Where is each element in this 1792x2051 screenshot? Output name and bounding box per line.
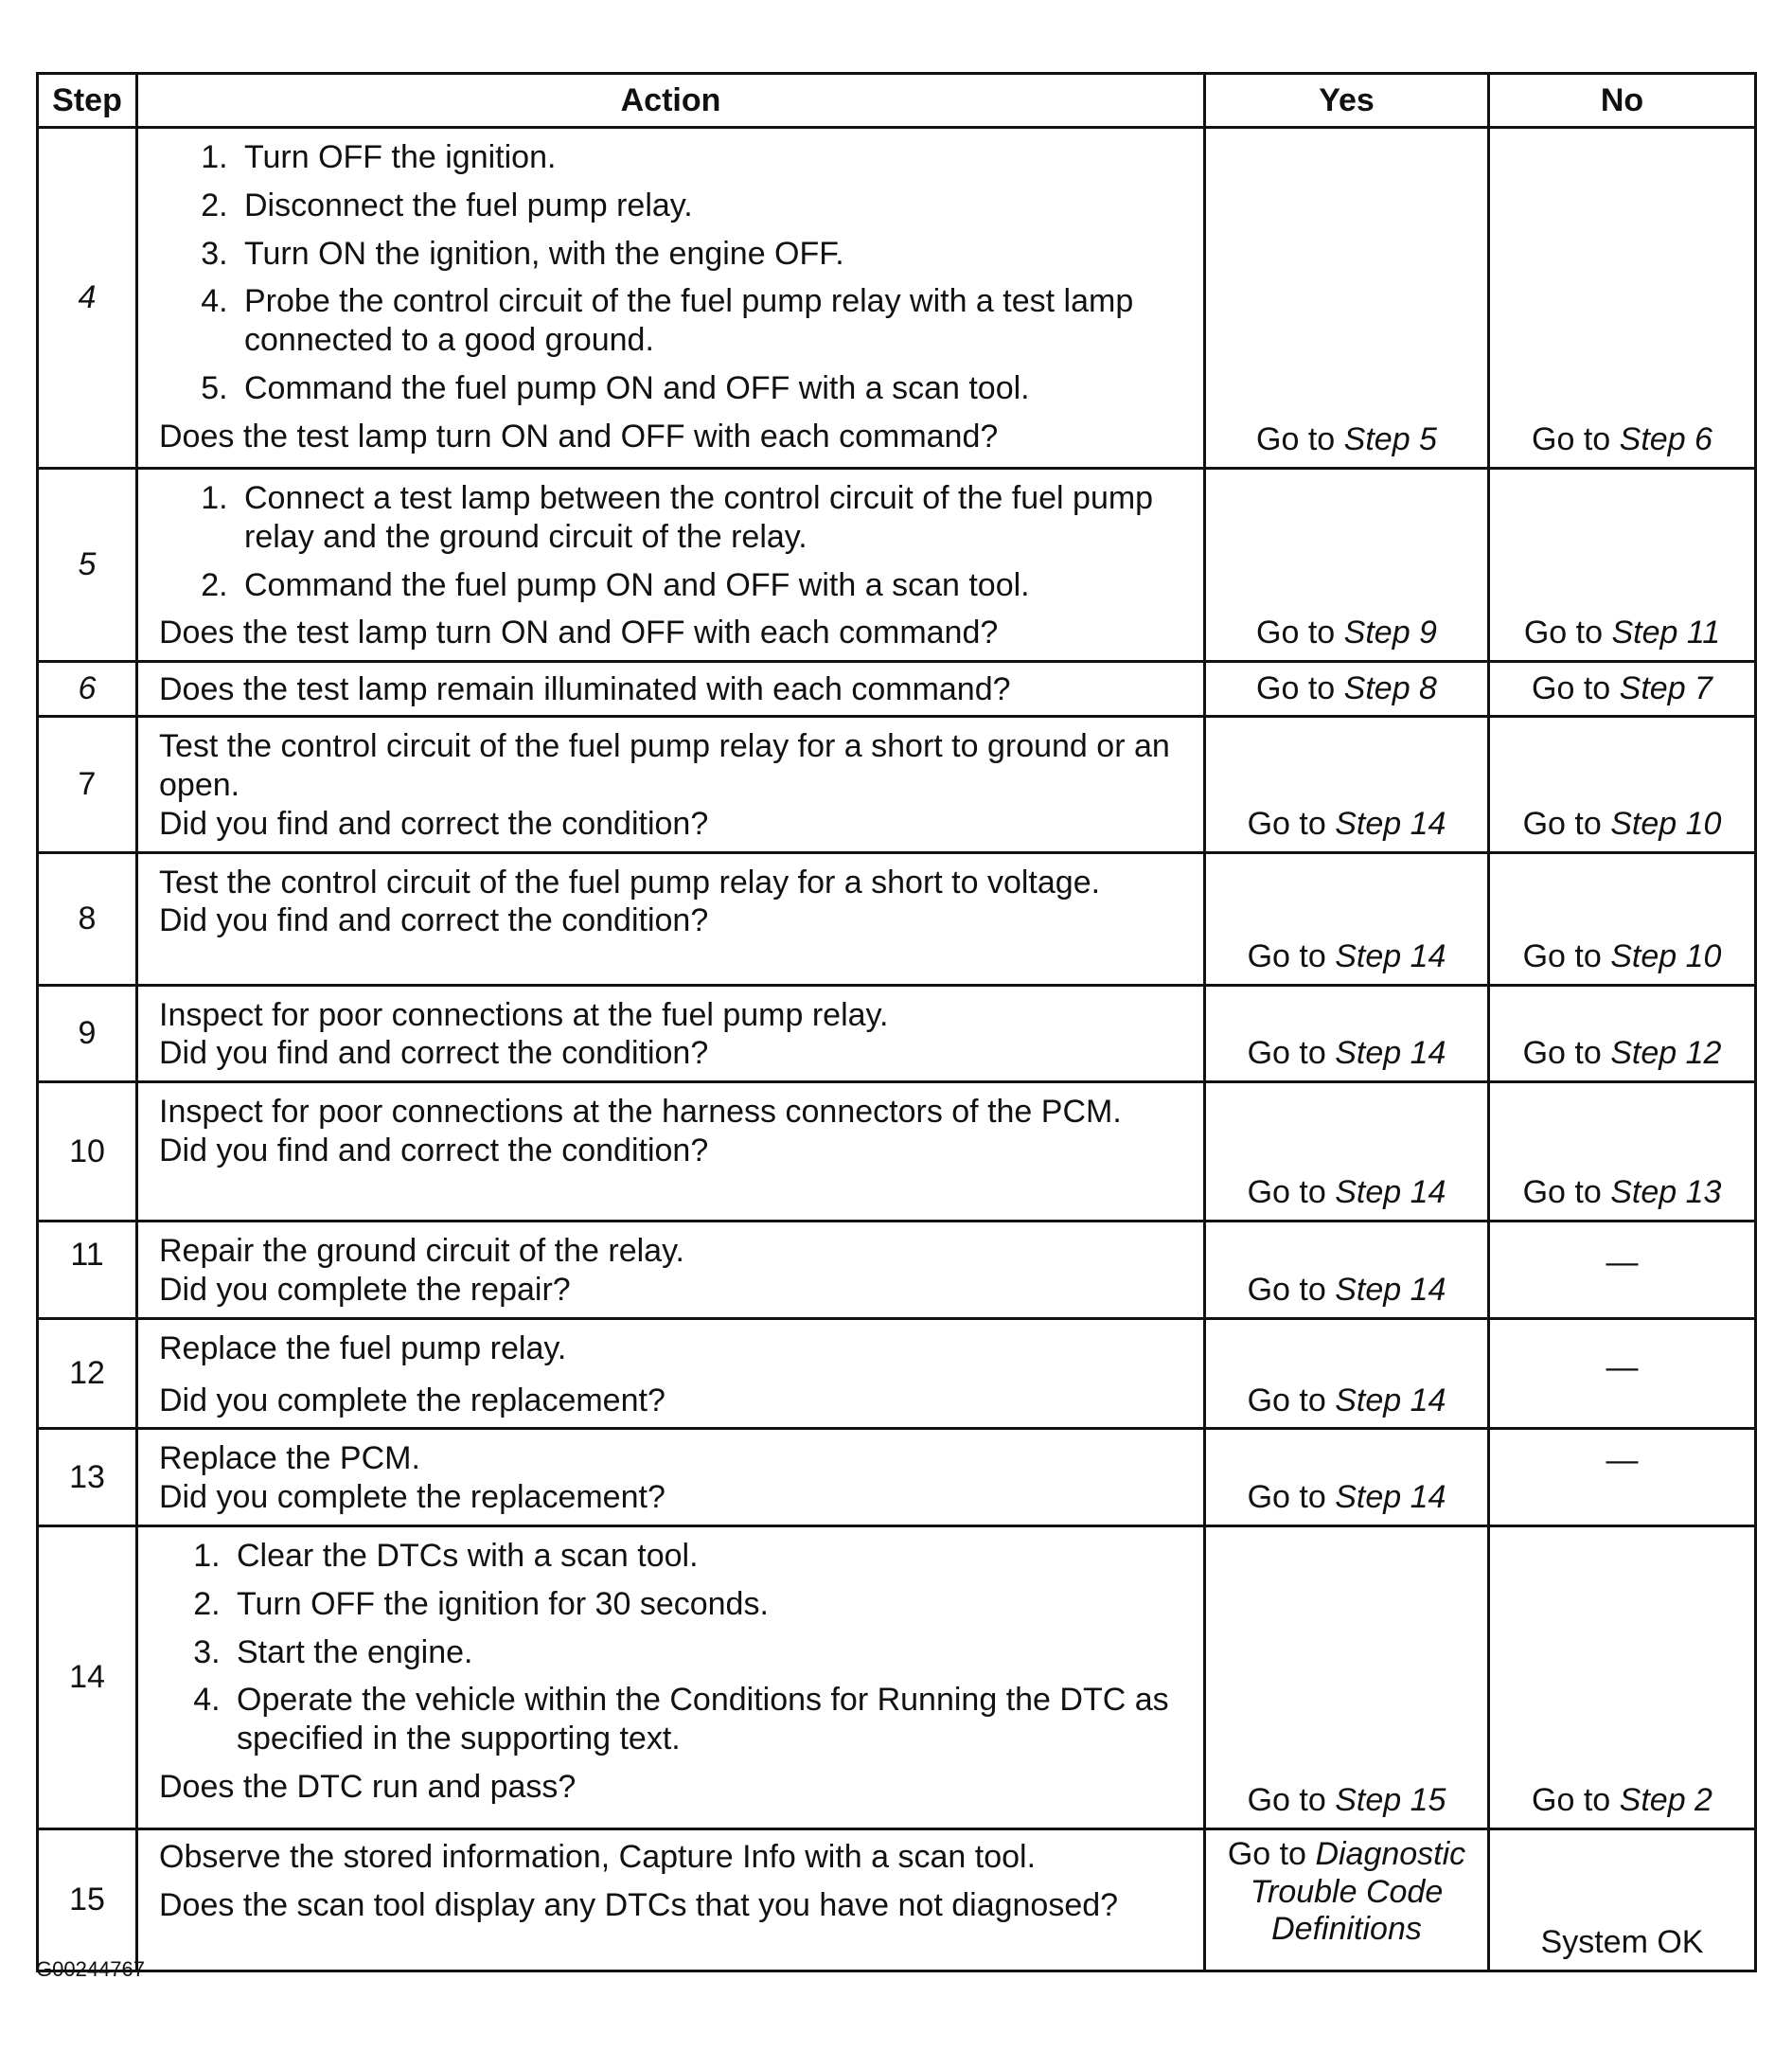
action-text: Observe the stored information, Capture Info with a scan tool. [159,1838,1037,1875]
action-question: Did you find and correct the condition? [159,805,709,842]
yes-cell [1205,717,1489,852]
yes-step-link[interactable]: Step 14 [1335,1271,1446,1308]
step-number: 8 [38,852,137,985]
yes-cell [1205,1222,1489,1319]
no-step-link[interactable]: Step 7 [1619,670,1712,707]
no-prefix: Go to [1532,1782,1611,1819]
table-row [38,1082,1756,1222]
action-question: Does the test lamp remain illuminated with each command? [159,671,1011,708]
table-row [38,1525,1756,1828]
action-question: Did you find and correct the condition? [159,902,709,939]
step-number: 12 [38,1318,137,1429]
action-cell [137,1828,1205,1971]
yes-cell [1205,852,1489,985]
action-cell [137,1525,1205,1828]
no-prefix: Go to [1522,805,1602,842]
yes-step-link[interactable]: Step 14 [1335,1035,1446,1072]
action-question: Did you complete the repair? [159,1271,571,1308]
action-cell [137,469,1205,662]
yes-prefix: Go to [1247,1035,1326,1072]
no-prefix: Go to [1522,937,1602,974]
no-dash: — [1606,1244,1639,1281]
action-cell [137,662,1205,717]
no-result: System OK [1540,1924,1704,1961]
action-cell [137,1082,1205,1222]
step-number: 14 [38,1525,137,1828]
yes-prefix: Go to [1256,670,1336,707]
list-item: 2. Command the fuel pump ON and OFF with a scan tool. [237,566,1190,605]
list-item: 3. Start the engine. [229,1633,1190,1672]
table-row [38,469,1756,662]
table-row [38,1828,1756,1971]
no-prefix: Go to [1522,1035,1602,1072]
action-steps-list [159,138,1190,408]
yes-prefix: Go to [1227,1835,1306,1872]
list-item: 1. Connect a test lamp between the control circuit of the fuel pump relay and the ground circuit of the relay. [237,479,1190,557]
action-question: Does the DTC run and pass? [159,1768,577,1805]
list-item: 1. Turn OFF the ignition. [237,138,1190,177]
step-number: 7 [38,717,137,852]
action-text: Replace the fuel pump relay. [159,1329,567,1366]
yes-step-link[interactable]: Step 14 [1335,937,1446,974]
yes-cell [1205,128,1489,469]
list-item: 4. Probe the control circuit of the fuel pump relay with a test lamp connected to a good ground. [237,282,1190,360]
yes-prefix: Go to [1247,1174,1326,1211]
action-cell [137,717,1205,852]
action-question: Does the test lamp turn ON and OFF with each command? [159,615,999,651]
no-cell [1489,1828,1756,1971]
header-step: Step [38,74,137,128]
step-number: 11 [38,1222,137,1319]
figure-id: G00244767 [36,1957,145,1981]
yes-prefix: Go to [1247,937,1326,974]
no-step-link[interactable]: Step 6 [1619,421,1712,458]
yes-cell [1205,469,1489,662]
header-yes: Yes [1205,74,1489,128]
no-dash: — [1606,1348,1639,1385]
no-cell [1489,852,1756,985]
action-question: Does the scan tool display any DTCs that you have not diagnosed? [159,1887,1119,1924]
yes-cell [1205,1828,1489,1971]
no-step-link[interactable]: Step 10 [1610,937,1722,974]
action-question: Did you complete the replacement? [159,1382,665,1418]
yes-step-link[interactable]: Step 8 [1343,670,1437,707]
header-action: Action [137,74,1205,128]
yes-step-link[interactable]: Step 14 [1335,1479,1446,1516]
no-step-link[interactable]: Step 11 [1611,615,1721,651]
yes-prefix: Go to [1256,615,1336,651]
action-cell [137,1318,1205,1429]
action-question: Does the test lamp turn ON and OFF with each command? [159,418,999,455]
action-cell [137,852,1205,985]
yes-step-link[interactable]: Step 14 [1335,1382,1446,1418]
action-cell [137,1429,1205,1526]
yes-step-link[interactable]: Step 9 [1343,615,1437,651]
header-no: No [1489,74,1756,128]
action-question: Did you find and correct the condition? [159,1035,709,1072]
no-dash: — [1606,1442,1639,1479]
action-question: Did you complete the replacement? [159,1479,665,1516]
yes-step-link[interactable]: Step 15 [1335,1782,1446,1819]
yes-prefix: Go to [1247,1271,1326,1308]
no-step-link[interactable]: Step 10 [1610,805,1722,842]
action-text: Inspect for poor connections at the fuel pump relay. [159,996,889,1033]
action-cell [137,985,1205,1082]
yes-cell [1205,662,1489,717]
table-row [38,717,1756,852]
action-steps-list [159,479,1190,604]
no-cell [1489,717,1756,852]
table-row [38,1318,1756,1429]
no-cell [1489,985,1756,1082]
action-text: Repair the ground circuit of the relay. [159,1233,684,1270]
table-row [38,662,1756,717]
action-text: Replace the PCM. [159,1440,420,1477]
step-number: 9 [38,985,137,1082]
table-row [38,1222,1756,1319]
yes-prefix: Go to [1247,1382,1326,1418]
list-item: 3. Turn ON the ignition, with the engine OFF. [237,235,1190,274]
yes-step-link[interactable]: Step 5 [1343,421,1437,458]
no-cell [1489,1222,1756,1319]
step-number: 15 [38,1828,137,1971]
yes-prefix: Go to [1247,1782,1326,1819]
yes-step-link[interactable]: Diagnostic Trouble Code Definitions [1250,1835,1466,1948]
no-prefix: Go to [1532,670,1611,707]
diagnostic-procedure-table [36,72,1757,1972]
table-header-row [38,74,1756,128]
no-cell [1489,1429,1756,1526]
list-item: 1. Clear the DTCs with a scan tool. [229,1537,1190,1576]
step-number: 10 [38,1082,137,1222]
no-step-link[interactable]: Step 12 [1610,1035,1722,1072]
list-item: 5. Command the fuel pump ON and OFF with a scan tool. [237,369,1190,408]
no-step-link[interactable]: Step 13 [1610,1174,1722,1211]
table-row [38,1429,1756,1526]
no-step-link[interactable]: Step 2 [1619,1782,1712,1819]
list-item: 2. Disconnect the fuel pump relay. [237,187,1190,225]
action-steps-list [159,1537,1190,1758]
step-number: 6 [38,662,137,717]
no-cell [1489,128,1756,469]
action-text: Test the control circuit of the fuel pump relay for a short to voltage. [159,864,1101,901]
no-cell [1489,662,1756,717]
no-prefix: Go to [1522,1174,1602,1211]
step-number: 13 [38,1429,137,1526]
yes-prefix: Go to [1247,805,1326,842]
yes-step-link[interactable]: Step 14 [1335,805,1446,842]
yes-prefix: Go to [1256,421,1336,458]
no-prefix: Go to [1523,615,1604,651]
table-row [38,985,1756,1082]
yes-cell [1205,1318,1489,1429]
yes-cell [1205,985,1489,1082]
list-item: 2. Turn OFF the ignition for 30 seconds. [229,1585,1190,1624]
yes-step-link[interactable]: Step 14 [1335,1174,1446,1211]
table-row [38,128,1756,469]
action-text: Inspect for poor connections at the harness connectors of the PCM. [159,1094,1122,1131]
action-cell [137,1222,1205,1319]
no-cell [1489,469,1756,662]
no-cell [1489,1525,1756,1828]
diagnostic-procedure-table-container [36,72,1754,1972]
no-prefix: Go to [1532,421,1611,458]
no-cell [1489,1082,1756,1222]
yes-cell [1205,1525,1489,1828]
action-question: Did you find and correct the condition? [159,1132,709,1168]
step-number: 4 [38,128,137,469]
action-cell [137,128,1205,469]
yes-cell [1205,1429,1489,1526]
yes-prefix: Go to [1247,1479,1326,1516]
table-row [38,852,1756,985]
action-text: Test the control circuit of the fuel pump relay for a short to ground or an open. [159,728,1170,803]
yes-cell [1205,1082,1489,1222]
list-item: 4. Operate the vehicle within the Conditions for Running the DTC as specified in the supporting text. [229,1681,1190,1758]
step-number: 5 [38,469,137,662]
no-cell [1489,1318,1756,1429]
